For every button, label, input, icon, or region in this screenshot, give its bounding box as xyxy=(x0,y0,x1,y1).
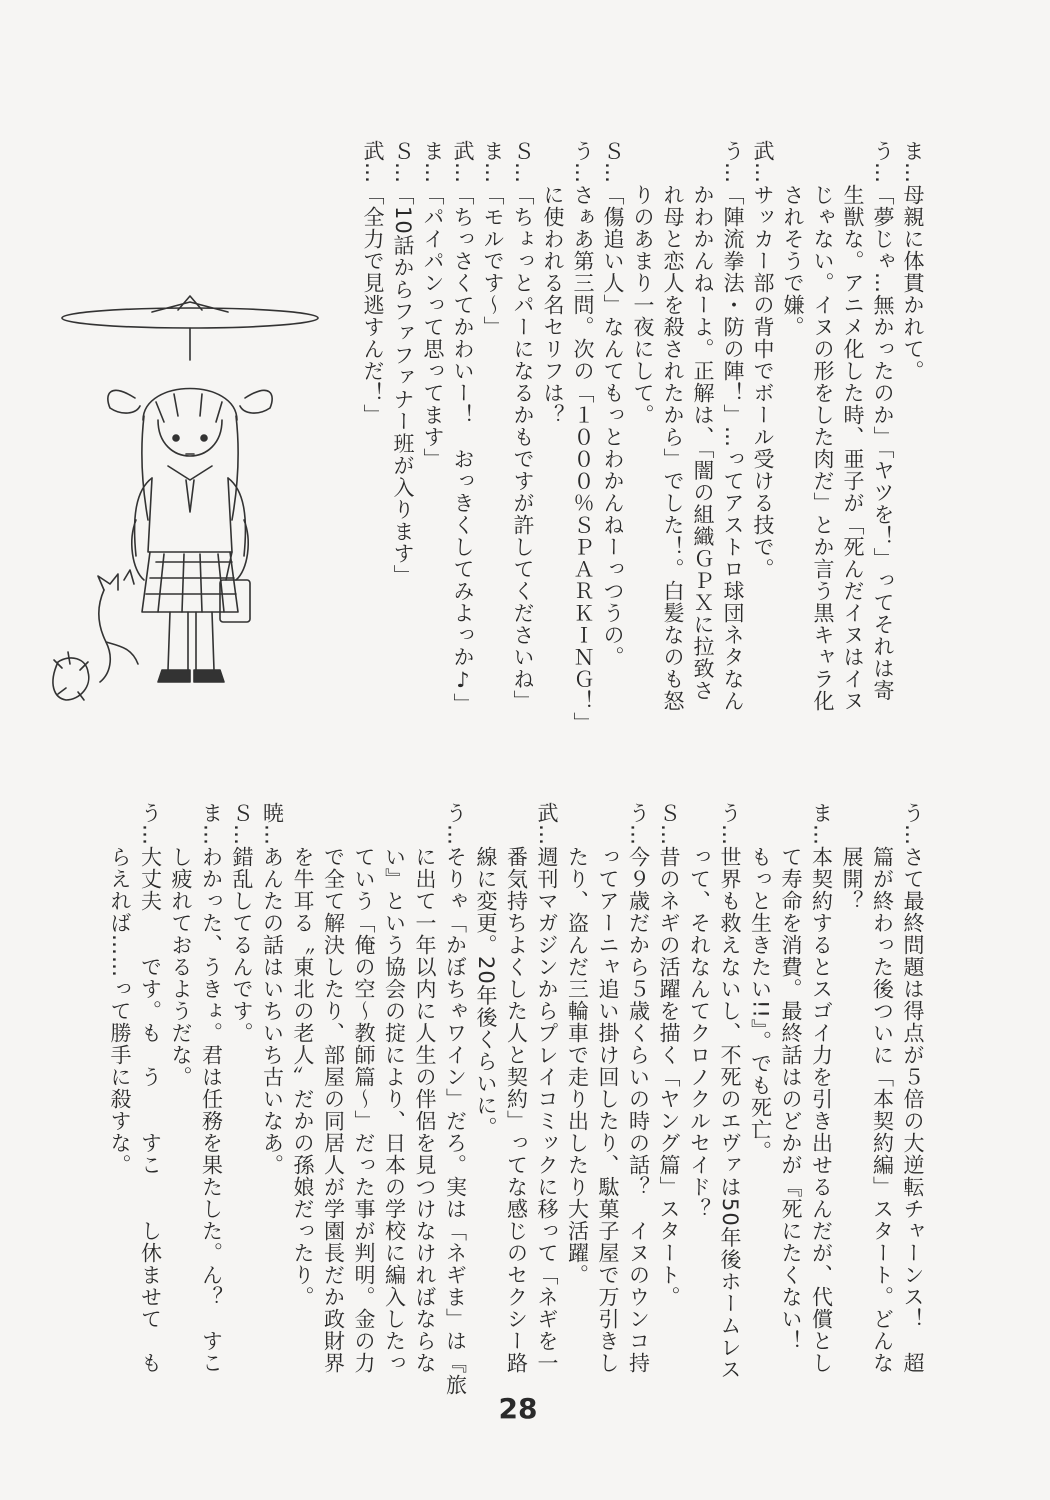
dialogue-line: Ｓ…「10話からファファナー班が入ります」 xyxy=(391,140,415,587)
dialogue-line: 篇が終わった後ついに「本契約編」スタート。どんな xyxy=(870,802,895,1374)
dialogue-line: に出て一年以内に人生の伴侶を見つけなければならな xyxy=(413,802,437,1374)
dialogue-line: Ｓ…錯乱してるんです。 xyxy=(230,802,254,1044)
dialogue-line: って、それなんてクロノクルセイド？ xyxy=(687,802,712,1220)
dialogue-line: 展開？ xyxy=(840,802,864,912)
dialogue-line: う…さぁあ第三問。次の「１０００％ＳＰＡＲＫＩＮＧ！」 xyxy=(571,140,595,734)
dialogue-line: で全て解決したり、部屋の同居人が学園長だか政財界 xyxy=(321,802,346,1374)
dialogue-line: りのあまり一夜にして。 xyxy=(631,140,655,426)
dialogue-line: う…そりゃ「かぼちゃワイン」だろ。実は「ネギま」は『旅 xyxy=(443,802,468,1396)
page-number: 28 xyxy=(498,1392,538,1425)
dialogue-line: に使われる名セリフは？ xyxy=(541,140,565,426)
dialogue-line: ていう「俺の空～教師篇～」だった事が判明。金の力 xyxy=(352,802,376,1374)
dialogue-line: Ｓ…昔のネギの活躍を描く「ヤング篇」スタート。 xyxy=(657,802,681,1308)
dialogue-line: 番気持ちよくした人と契約」ってな感じのセクシー路 xyxy=(504,802,529,1374)
dialogue-line: て寿命を消費。最終話はのどかが『死にたくない！ xyxy=(779,802,803,1352)
dialogue-line: ってアーニャ追い掛け回したり、駄菓子屋で万引きし xyxy=(596,802,620,1374)
dialogue-line: 線に変更。20年後くらいに。 xyxy=(474,802,498,1139)
dialogue-line: れ母と恋人を殺されたから」でした！。白髪なのも怒 xyxy=(661,140,685,712)
dialogue-line: ま…「モルです～」 xyxy=(481,140,505,338)
dialogue-line: う…「陣流拳法・防の陣！」…ってアストロ球団ネタなん xyxy=(721,140,745,712)
dialogue-line: Ｓ…「傷追い人」なんてもっとわかんねーっつうの。 xyxy=(601,140,625,668)
dialogue-line: たり、盗んだ三輪車で走り出したり大活躍。 xyxy=(565,802,590,1286)
dialogue-line: ま…「パイパンって思ってます」 xyxy=(421,140,445,470)
girl-with-propeller-illustration xyxy=(40,290,340,730)
dialogue-line: じゃない。イヌの形をした肉だ」とか言う黒キャラ化 xyxy=(811,140,835,712)
dialogue-line: ま…わかった、うきょ。君は任務を果たした。ん？ すこ xyxy=(199,802,224,1374)
dialogue-line: う…今９歳だから５歳くらいの時の話？ イヌのウンコ持 xyxy=(626,802,651,1374)
dialogue-line: う…世界も救えないし、不死のエヴァは50年後ホームレス xyxy=(718,802,742,1381)
dialogue-line: う…「夢じゃ…無かったのか」「ヤツを！」ってそれは寄 xyxy=(871,140,895,702)
dialogue-line: かわかんねーよ。正解は、「闇の組織ＧＰＸに拉致さ xyxy=(691,140,715,702)
dialogue-line: Ｓ…「ちょっとパーになるかもですが許してくださいね」 xyxy=(511,140,535,712)
dialogue-line: う…大丈夫 です。も う すこ し休ませて も xyxy=(138,802,163,1374)
dialogue-line: 武…週刊マガジンからプレイコミックに移って「ネギを一 xyxy=(535,802,559,1374)
dialogue-line: い』という協会の掟により、日本の学校に編入したっ xyxy=(382,802,407,1374)
dialogue-line: を牛耳る〝東北の老人〟だかの孫娘だったり。 xyxy=(291,802,315,1308)
dialogue-line: 武…「全力で見逃すんだ！」 xyxy=(361,140,385,426)
dialogue-line: し疲れておるようだな。 xyxy=(169,802,193,1088)
dialogue-line: 武…サッカー部の背中でボール受ける技で。 xyxy=(751,140,775,580)
dialogue-line: ま…母親に体貫かれて。 xyxy=(901,140,925,382)
dialogue-line: もっと生きたい!!』。でも死亡。 xyxy=(748,802,773,1163)
dialogue-line: 武…「ちっさくてかわいー！ おっきくしてみよっか♪」 xyxy=(451,140,475,715)
dialogue-line: う…さて最終問題は得点が５倍の大逆転チャーンス！ 超 xyxy=(901,802,925,1374)
dialogue-line: ま…本契約するとスゴイ力を引き出せるんだが、代償とし xyxy=(809,802,834,1374)
dialogue-line: らえれば……って勝手に殺すな。 xyxy=(108,802,132,1176)
dialogue-line: されそうで嫌。 xyxy=(781,140,805,338)
dialogue-line: 暁…あんたの話はいちいち古いなあ。 xyxy=(260,802,285,1176)
dialogue-line: 生獣な。アニメ化した時、亜子が「死んだイヌはイヌ xyxy=(841,140,865,712)
